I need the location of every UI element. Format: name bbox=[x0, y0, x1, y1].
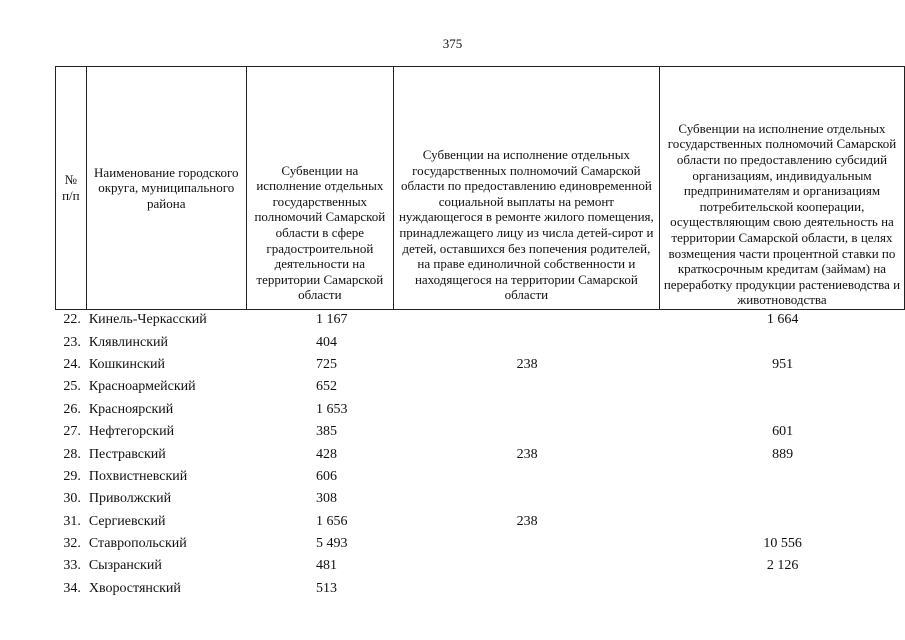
value-urban-planning: 652 bbox=[316, 379, 338, 395]
row-number: 26. bbox=[63, 401, 81, 417]
value-urban-planning: 308 bbox=[316, 491, 338, 507]
district-name: Похвистневский bbox=[88, 468, 188, 484]
table-row bbox=[55, 511, 905, 533]
value-urban-planning: 385 bbox=[316, 424, 338, 440]
row-number: 31. bbox=[63, 513, 81, 529]
value-urban-planning: 404 bbox=[316, 334, 338, 350]
header-interest-subsidies: Субвенции на исполнение отдельных государственных полномочий Самарской области по предоставлению субсидий организациям, индивидуальным предпринимателям и организациям потребительской кооперации, осуществляющим свою деятельность на территории Самарской области, в целях возмещения части процентной ставки по краткосрочным кредитам (займам) на переработку продукции растениеводства и животноводства bbox=[659, 67, 904, 310]
district-name: Красноармейский bbox=[88, 379, 196, 395]
row-number: 22. bbox=[63, 312, 81, 328]
table-row bbox=[55, 421, 905, 443]
value-social-payment: 238 bbox=[516, 513, 538, 529]
value-social-payment bbox=[394, 578, 660, 600]
table-row bbox=[55, 376, 905, 398]
value-urban-planning: 1 653 bbox=[316, 401, 348, 417]
header-number: № п/п bbox=[56, 67, 87, 310]
row-number: 25. bbox=[63, 379, 81, 395]
table-row bbox=[55, 555, 905, 577]
page-number: 375 bbox=[442, 36, 463, 51]
row-number: 33. bbox=[63, 558, 81, 574]
value-social-payment bbox=[394, 533, 660, 555]
data-table bbox=[55, 309, 905, 600]
header-urban-planning: Субвенции на исполнение отдельных государственных полномочий Самарской области в сфере градостроительной деятельности на территории Самарской области bbox=[246, 67, 393, 310]
value-interest-subsidies bbox=[660, 578, 905, 600]
row-number: 29. bbox=[63, 468, 81, 484]
table-row bbox=[55, 309, 905, 331]
value-interest-subsidies bbox=[660, 331, 905, 353]
row-number: 34. bbox=[63, 580, 81, 596]
row-number: 30. bbox=[63, 491, 81, 507]
value-social-payment bbox=[394, 399, 660, 421]
value-interest-subsidies bbox=[660, 376, 905, 398]
district-name: Кинель-Черкасский bbox=[88, 312, 207, 328]
header-name: Наименование городского округа, муниципального района bbox=[86, 67, 246, 310]
value-interest-subsidies: 601 bbox=[772, 424, 794, 440]
table-row bbox=[55, 488, 905, 510]
table-row bbox=[55, 354, 905, 376]
value-social-payment bbox=[394, 488, 660, 510]
value-social-payment bbox=[394, 376, 660, 398]
district-name: Пестравский bbox=[88, 446, 166, 462]
value-interest-subsidies: 2 126 bbox=[766, 558, 799, 574]
district-name: Приволжский bbox=[88, 491, 172, 507]
value-social-payment bbox=[394, 309, 660, 331]
value-urban-planning: 481 bbox=[316, 558, 338, 574]
value-interest-subsidies bbox=[660, 511, 905, 533]
table-header bbox=[55, 66, 905, 310]
table-row bbox=[55, 533, 905, 555]
header-social-payment: Субвенции на исполнение отдельных государственных полномочий Самарской области по предоставлению единовременной социальной выплаты на ремонт нуждающегося в ремонте жилого помещения, принадлежащего лицу из числа детей-сирот и детей, оставшихся без попечения родителей, на праве единоличной собственности и находящегося на территории Самарской области bbox=[393, 67, 659, 310]
district-name: Красноярский bbox=[88, 401, 174, 417]
table-row bbox=[55, 443, 905, 465]
table-row bbox=[55, 399, 905, 421]
district-name: Нефтегорский bbox=[88, 424, 175, 440]
value-social-payment bbox=[394, 555, 660, 577]
row-number: 28. bbox=[63, 446, 81, 462]
table-row bbox=[55, 331, 905, 353]
district-name: Ставропольский bbox=[88, 536, 187, 552]
value-urban-planning: 725 bbox=[316, 356, 338, 372]
value-interest-subsidies: 1 664 bbox=[766, 312, 799, 328]
table-body bbox=[55, 309, 905, 600]
value-social-payment bbox=[394, 331, 660, 353]
value-urban-planning: 1 167 bbox=[316, 312, 348, 328]
value-social-payment bbox=[394, 466, 660, 488]
value-interest-subsidies: 889 bbox=[772, 446, 794, 462]
value-interest-subsidies: 10 556 bbox=[763, 536, 802, 552]
value-urban-planning: 513 bbox=[316, 580, 338, 596]
value-urban-planning: 428 bbox=[316, 446, 338, 462]
value-interest-subsidies bbox=[660, 399, 905, 421]
value-interest-subsidies: 951 bbox=[772, 356, 794, 372]
row-number: 32. bbox=[63, 536, 81, 552]
value-social-payment: 238 bbox=[516, 356, 538, 372]
district-name: Кошкинский bbox=[88, 356, 166, 372]
table-row bbox=[55, 578, 905, 600]
value-social-payment: 238 bbox=[516, 446, 538, 462]
value-interest-subsidies bbox=[660, 488, 905, 510]
district-name: Хворостянский bbox=[88, 580, 181, 596]
value-urban-planning: 1 656 bbox=[316, 513, 348, 529]
table-row bbox=[55, 466, 905, 488]
value-urban-planning: 5 493 bbox=[316, 536, 348, 552]
row-number: 24. bbox=[63, 356, 81, 372]
row-number: 27. bbox=[63, 424, 81, 440]
row-number: 23. bbox=[63, 334, 81, 350]
value-social-payment bbox=[394, 421, 660, 443]
value-interest-subsidies bbox=[660, 466, 905, 488]
district-name: Сызранский bbox=[88, 558, 162, 574]
district-name: Сергиевский bbox=[88, 513, 166, 529]
district-name: Клявлинский bbox=[88, 334, 168, 350]
value-urban-planning: 606 bbox=[316, 468, 338, 484]
